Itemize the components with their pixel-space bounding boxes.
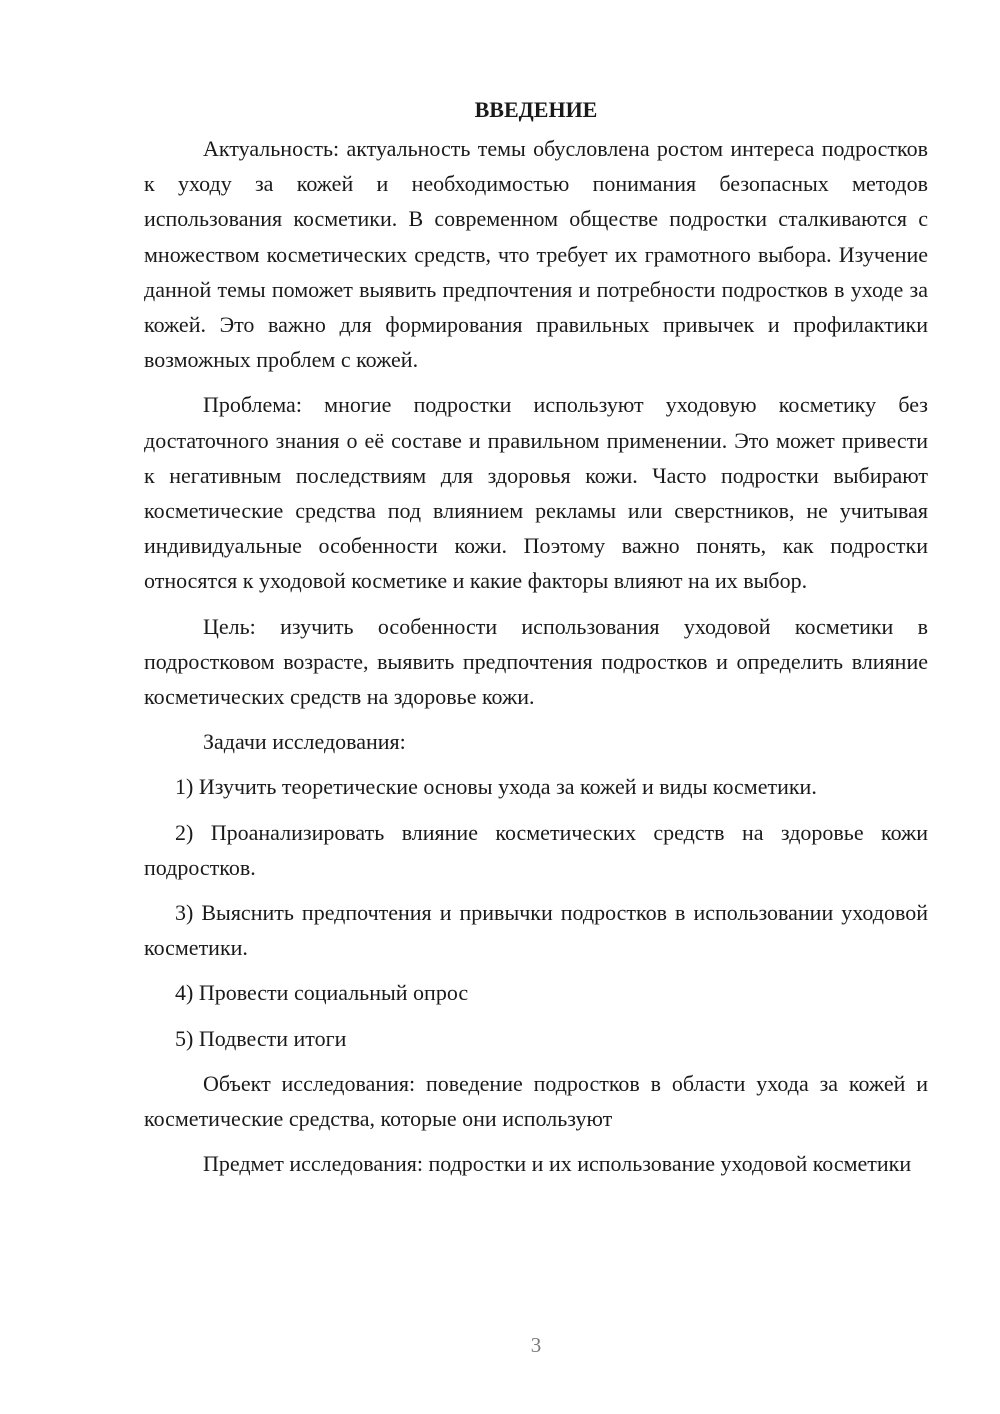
object-paragraph: Объект исследования: поведение подростков в области ухода за кожей и косметические средства, которые они используют (144, 1070, 928, 1132)
section-title: ВВЕДЕНИЕ (474, 97, 598, 122)
relevance-paragraph: Актуальность: актуальность темы обусловлена ростом интереса подростков к уходу за кожей и необходимостью понимания безопасных методов использования косметики. В современном обществе подростки сталкиваются с множеством косметических средств, что требует их грамотного выбора. Изучение данной темы поможет выявить предпочтения и потребности подростков в уходе за кожей. Это важно для формирования правильных привычек и профилактики возможных проблем с кожей. (144, 136, 928, 373)
problem-paragraph: Проблема: многие подростки используют уходовую косметику без достаточного знания о её составе и правильном применении. Это может привести к негативным последствиям для здоровья кожи. Часто подростки выбирают косметические средства под влиянием рекламы или сверстников, не учитывая индивидуальные особенности кожи. Поэтому важно понять, как подростки относятся к уходовой косметике и какие факторы влияют на их выбор. (144, 392, 928, 594)
tasks-heading: Задачи исследования: (203, 729, 406, 755)
document-page (144, 92, 928, 1191)
task-item: 1) Изучить теоретические основы ухода за кожей и виды косметики. (175, 774, 817, 800)
task-item: 4) Провести социальный опрос (175, 980, 469, 1006)
goal-paragraph: Цель: изучить особенности использования уходовой косметики в подростковом возрасте, выявить предпочтения подростков и определить влияние косметических средств на здоровье кожи. (144, 613, 928, 710)
page-number: 3 (530, 1333, 542, 1357)
subject-paragraph: Предмет исследования: подростки и их использование уходовой косметики (203, 1151, 912, 1177)
task-item: 5) Подвести итоги (175, 1025, 347, 1051)
task-item: 2) Проанализировать влияние косметических средств на здоровье кожи подростков. (144, 819, 928, 880)
task-item: 3) Выяснить предпочтения и привычки подростков в использовании уходовой косметики. (144, 900, 928, 961)
